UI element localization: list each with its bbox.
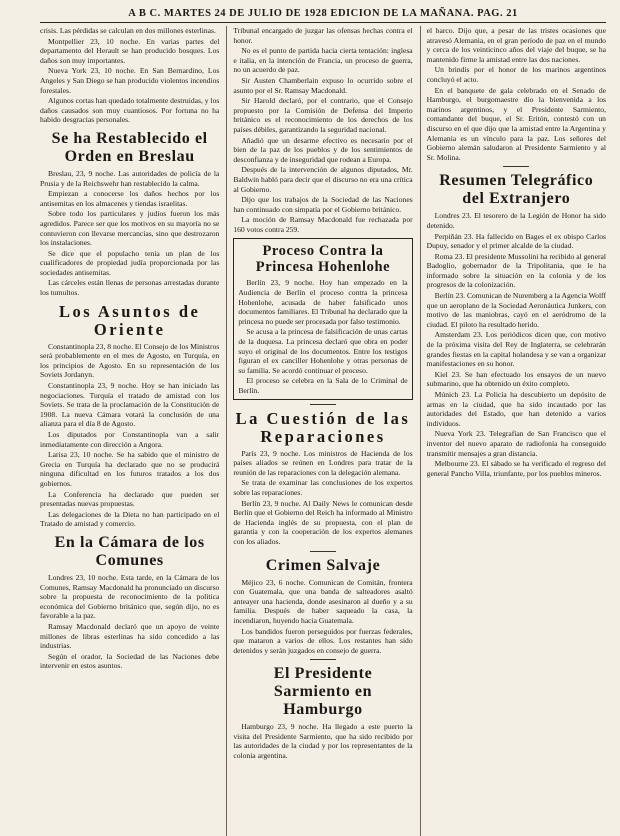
- columns: [40, 26, 606, 836]
- article-paragraph: El proceso se celebra en la Sala de lo Criminal de Berlín.: [238, 376, 408, 395]
- article-paragraph: París 23, 9 noche. Los ministros de Hacienda de los países aliados se reúnen en Londres para tratar de la reunión de las reparaciones con la delegación alemana.: [233, 448, 413, 477]
- headline-resumen: Resumen Telegráfico del Extranjero: [439, 172, 594, 208]
- section-divider: [310, 659, 336, 660]
- headline-breslau: Se ha Restablecido el Orden en Breslau: [51, 129, 208, 165]
- article-paragraph: Sir Austen Chamberlain expuso lo ocurrido sobre el asunto por el Sr. Ramsay Macdonald.: [233, 75, 413, 95]
- column-2: [226, 26, 412, 836]
- article-paragraph: Las delegaciones de la Dieta no han participado en el Tratado de amistad y comercio.: [40, 509, 220, 529]
- article-paragraph: Constantinopla 23, 8 noche. El Consejo de los Ministros será probablemente en el mes de Agosto, en Turquía, en los principios de Agosto. En su representación de los Soviets Jordanyn.: [40, 341, 220, 380]
- article-paragraph: Montpellier 23, 10 noche. En varias partes del departamento del Herault se han producido bosques. Los daños son muy importantes.: [40, 36, 220, 65]
- article-paragraph: Añadió que un desarme efectivo es necesario por el bien de la paz de los pueblos y de los sentimientos de desconfianza y de inseguridad que rodean a Europa.: [233, 135, 413, 164]
- article-paragraph: Empiezan a conocerse los daños hechos por los antisemitas en los almacenes y tiendas israelitas.: [40, 189, 220, 208]
- article-paragraph: Nueva York 23, 10 noche. En San Bernardino, Los Angeles y San Diego se han producido violentos incendios forestales.: [40, 66, 220, 95]
- article-paragraph: Se trata de examinar las conclusiones de los expertos sobre las reparaciones.: [233, 478, 413, 497]
- article-paragraph: Roma 23. El presidente Mussolini ha recibido al general Badoglio, gobernador de la Tripolitania, que le ha informado sobre la situación en la colonia y de los progresos de la colonización.: [426, 251, 606, 290]
- article-paragraph: Berlín 23. Comunican de Nuremberg a la Agencia Wolff que un aeroplano de la Sociedad Aeronáutica Junkers, con motivo de las maniobras, cayó en el aeródromo de la ciudad. El piloto ha resultado herido.: [426, 291, 606, 329]
- article-paragraph: Kiel 23. Se han efectuado los ensayos de un nuevo submarino, que ha obtenido un éxito completo.: [426, 369, 606, 389]
- article-paragraph: Sobre todo los particulares y judíos fueron los más agredidos. Parece ser que los motivos en su mayoría no se contuvieron con llevarse mercancías, sino que destrozaron los instalaciones.: [40, 209, 220, 248]
- article-paragraph: Un brindis por el honor de los marinos argentinos concluyó el acto.: [426, 65, 606, 84]
- article-paragraph: Londres 23, 10 noche. Esta tarde, en la Cámara de los Comunes, Ramsay Macdonald ha pronunciado un discurso sobre la propuesta de reconocimiento de la política económica del Gobierno británico que, según dijo, no es favorable a la paz.: [40, 572, 220, 621]
- headline-sarmiento: El Presidente Sarmiento en Hamburgo: [273, 665, 373, 719]
- page-header: A B C. MARTES 24 DE JULIO DE 1928 EDICION DE LA MAÑANA. PAG. 21: [40, 6, 606, 23]
- boxed-article-hohenlohe: [233, 238, 412, 399]
- article-paragraph: crisis. Las pérdidas se calculan en dos millones esterlinas.: [40, 26, 216, 35]
- article-paragraph: La moción de Ramsay Macdonald fue rechazada por 160 votos contra 259.: [233, 215, 413, 234]
- article-paragraph: Hamburgo 23, 9 noche. Ha llegado a este puerto la visita del Presidente Sarmiento, que ha sido recibido por las autoridades de la ciudad y por los representantes de la colonia argentina.: [233, 722, 413, 761]
- article-paragraph: Se acusa a la princesa de falsificación de unas cartas de la duquesa. La princesa declaró que obra en poder suyo el original de los documentos. Entre los testigos figuran el ex canciller Hohenlohe y otras personas de su familia. Se acordó continuar el proceso.: [238, 327, 408, 375]
- headline-oriente: Los Asuntos de Oriente: [58, 301, 201, 339]
- headline-comunes: En la Cámara de los Comunes: [54, 533, 205, 569]
- article-paragraph: Los bandidos fueron perseguidos por fuerzas federales, que mataron a varios de ellos. Los restantes han sido detenidos y serán juzgados en consejo de guerra.: [233, 626, 413, 655]
- headline-crimen: Crimen Salvaje: [265, 556, 381, 574]
- article-paragraph: el barco. Dijo que, a pesar de las tristes ocasiones que atravesó Alemania, en el gran período de paz en el mundo y cerca de los veinticinco años del viaje del buque, se ha mantenido firme la amistad entre las dos naciones.: [426, 26, 606, 64]
- article-paragraph: Berlín 23, 9 noche. Hoy han empezado en la Audiencia de Berlín el proceso contra la princesa Hohenlohe, acusada de haber falsificado unos documentos familiares. El Tribunal ha declarado que la princesa no puede ser procesada por falso testimonio.: [238, 278, 408, 326]
- article-paragraph: Los diputados por Constantinopla van a salir inmediatamente con dirección a Angora.: [40, 430, 220, 449]
- headline-hohenlohe: Proceso Contra la Princesa Hohenlohe: [255, 243, 391, 276]
- article-paragraph: Después de la intervención de algunos diputados, Mr. Baldwin habló para decir que el discurso no era una crítica al Gobierno.: [233, 165, 413, 194]
- article-paragraph: Dijo que los trabajos de la Sociedad de las Naciones han continuado con simpatía por el Gobierno británico.: [233, 195, 413, 214]
- article-paragraph: Amsterdam 23. Los periódicos dicen que, con motivo de la próxima visita del Rey de Inglaterra, se celebrarán grandes fiestas en la capital holandesa y se van a organizar manifestaciones en su honor.: [426, 330, 606, 369]
- article-paragraph: Algunos cortas han quedado totalmente destruidas, y los daños causados son muy cuantiosos. Por fortuna no ha habido desgracias personales.: [40, 96, 220, 125]
- article-paragraph: Nueva York 23. Telegrafían de San Francisco que el inventor del nuevo aparato de radiofonía ha conseguido transmitir mensajes a gran distancia.: [426, 429, 606, 458]
- article-paragraph: Méjico 23, 6 noche. Comunican de Comitán, frontera con Guatemala, que una banda de salteadores asaltó anteayer una hacienda, donde asesinaron al dueño y a su familia. Después de haber saqueado la casa, la incendiaron, huyendo hacia Guatemala.: [233, 577, 413, 625]
- article-paragraph: Londres 23. El tesorero de la Legión de Honor ha sido detenido.: [426, 211, 606, 230]
- article-paragraph: Se dice que el populacho tenía un plan de los cualificadores de propiedad judía proporcionada por las sociedades antisemitas.: [40, 248, 220, 277]
- article-paragraph: Las cárceles están llenas de personas arrestadas durante los tumultos.: [40, 278, 220, 298]
- article-paragraph: Melbourne 23. El sábado se ha verificado el regreso del general Pancho Villa, triunfante, por los pueblos mineros.: [426, 459, 606, 478]
- column-1: [40, 26, 219, 836]
- article-paragraph: Larisa 23, 10 noche. Se ha sabido que el ministro de Grecia en Turquía ha declarado que no se producirá ninguna dificultad en los futuros tratados a los dos gobiernos.: [40, 450, 220, 488]
- article-paragraph: Múnich 23. La Policía ha descubierto un depósito de armas en la ciudad, que ha sido incautado por las autoridades del Estado, que han detenido a varios individuos.: [426, 390, 606, 428]
- article-paragraph: Constantinopla 23, 9 noche. Hoy se han iniciado las negociaciones. Turquía el tratado de amistad con los Soviets. Se trata de la proclamación de la Constitución de 1908. La nueva Cámara votará la conclusión de una alianza para el día 8 de Agosto.: [40, 381, 220, 429]
- headline-reparaciones: La Cuestión de las Reparaciones: [235, 408, 411, 446]
- article-paragraph: En el banquete de gala celebrado en el Senado de Hamburgo, el burgomaestre dio la bienvenida a los marinos argentinos, y el Presidente Sarmiento, comandante del buque, el Sr. Eritón, contestó con un discurso en el que dijo que la amistad entre la Argentina y Alemania es un vínculo para la paz. Los señores del Gobierno alemán saludaron al Presidente Sarmiento y al Sr. Molina.: [426, 85, 606, 162]
- section-divider: [503, 166, 529, 167]
- article-paragraph: Tribunal encargado de juzgar las ofensas hechas contra el honor.: [233, 26, 413, 45]
- section-divider: [310, 551, 336, 552]
- article-paragraph: Breslau, 23, 9 noche. Las autoridades de policía de la Prusia y de la Reichswehr han restablecido la calma.: [40, 168, 220, 188]
- article-paragraph: Sir Harold declaró, por el contrario, que el Consejo propuesto por la Comisión de Defensa del Imperio británico es el reconocimiento de los derechos de los países débiles, garantizando la seguridad nacional.: [233, 96, 413, 134]
- article-paragraph: Berlín 23, 9 noche. Al Daily News le comunican desde Berlín que el Gobierno del Reich ha informado al Ministro de Hacienda inglés de su propuesta, con el plan de garantía y con la cooperación de los expertos alemanes con los aliados.: [233, 498, 413, 546]
- article-paragraph: Ramsay Macdonald declaró que un apoyo de veinte millones de libras esterlinas ha sido concedido a las industrias.: [40, 621, 220, 651]
- section-divider: [310, 404, 336, 405]
- column-3: [420, 26, 606, 836]
- article-paragraph: La Conferencia ha declarado que pueden ser presentadas nuevas propuestas.: [40, 489, 220, 509]
- article-paragraph: Perpiñán 23. Ha fallecido en Bages el ex obispo Carlos Dupuy, senador y el primer alcalde de la ciudad.: [426, 231, 606, 251]
- article-paragraph: No es el punto de partida hacia cierta tentación: inglesa e italia, en la intención de Francia, un proceso de guerra, no un acuerdo de paz.: [233, 46, 413, 75]
- article-paragraph: Según el orador, la Sociedad de las Naciones debe intervenir en estos asuntos.: [40, 651, 220, 671]
